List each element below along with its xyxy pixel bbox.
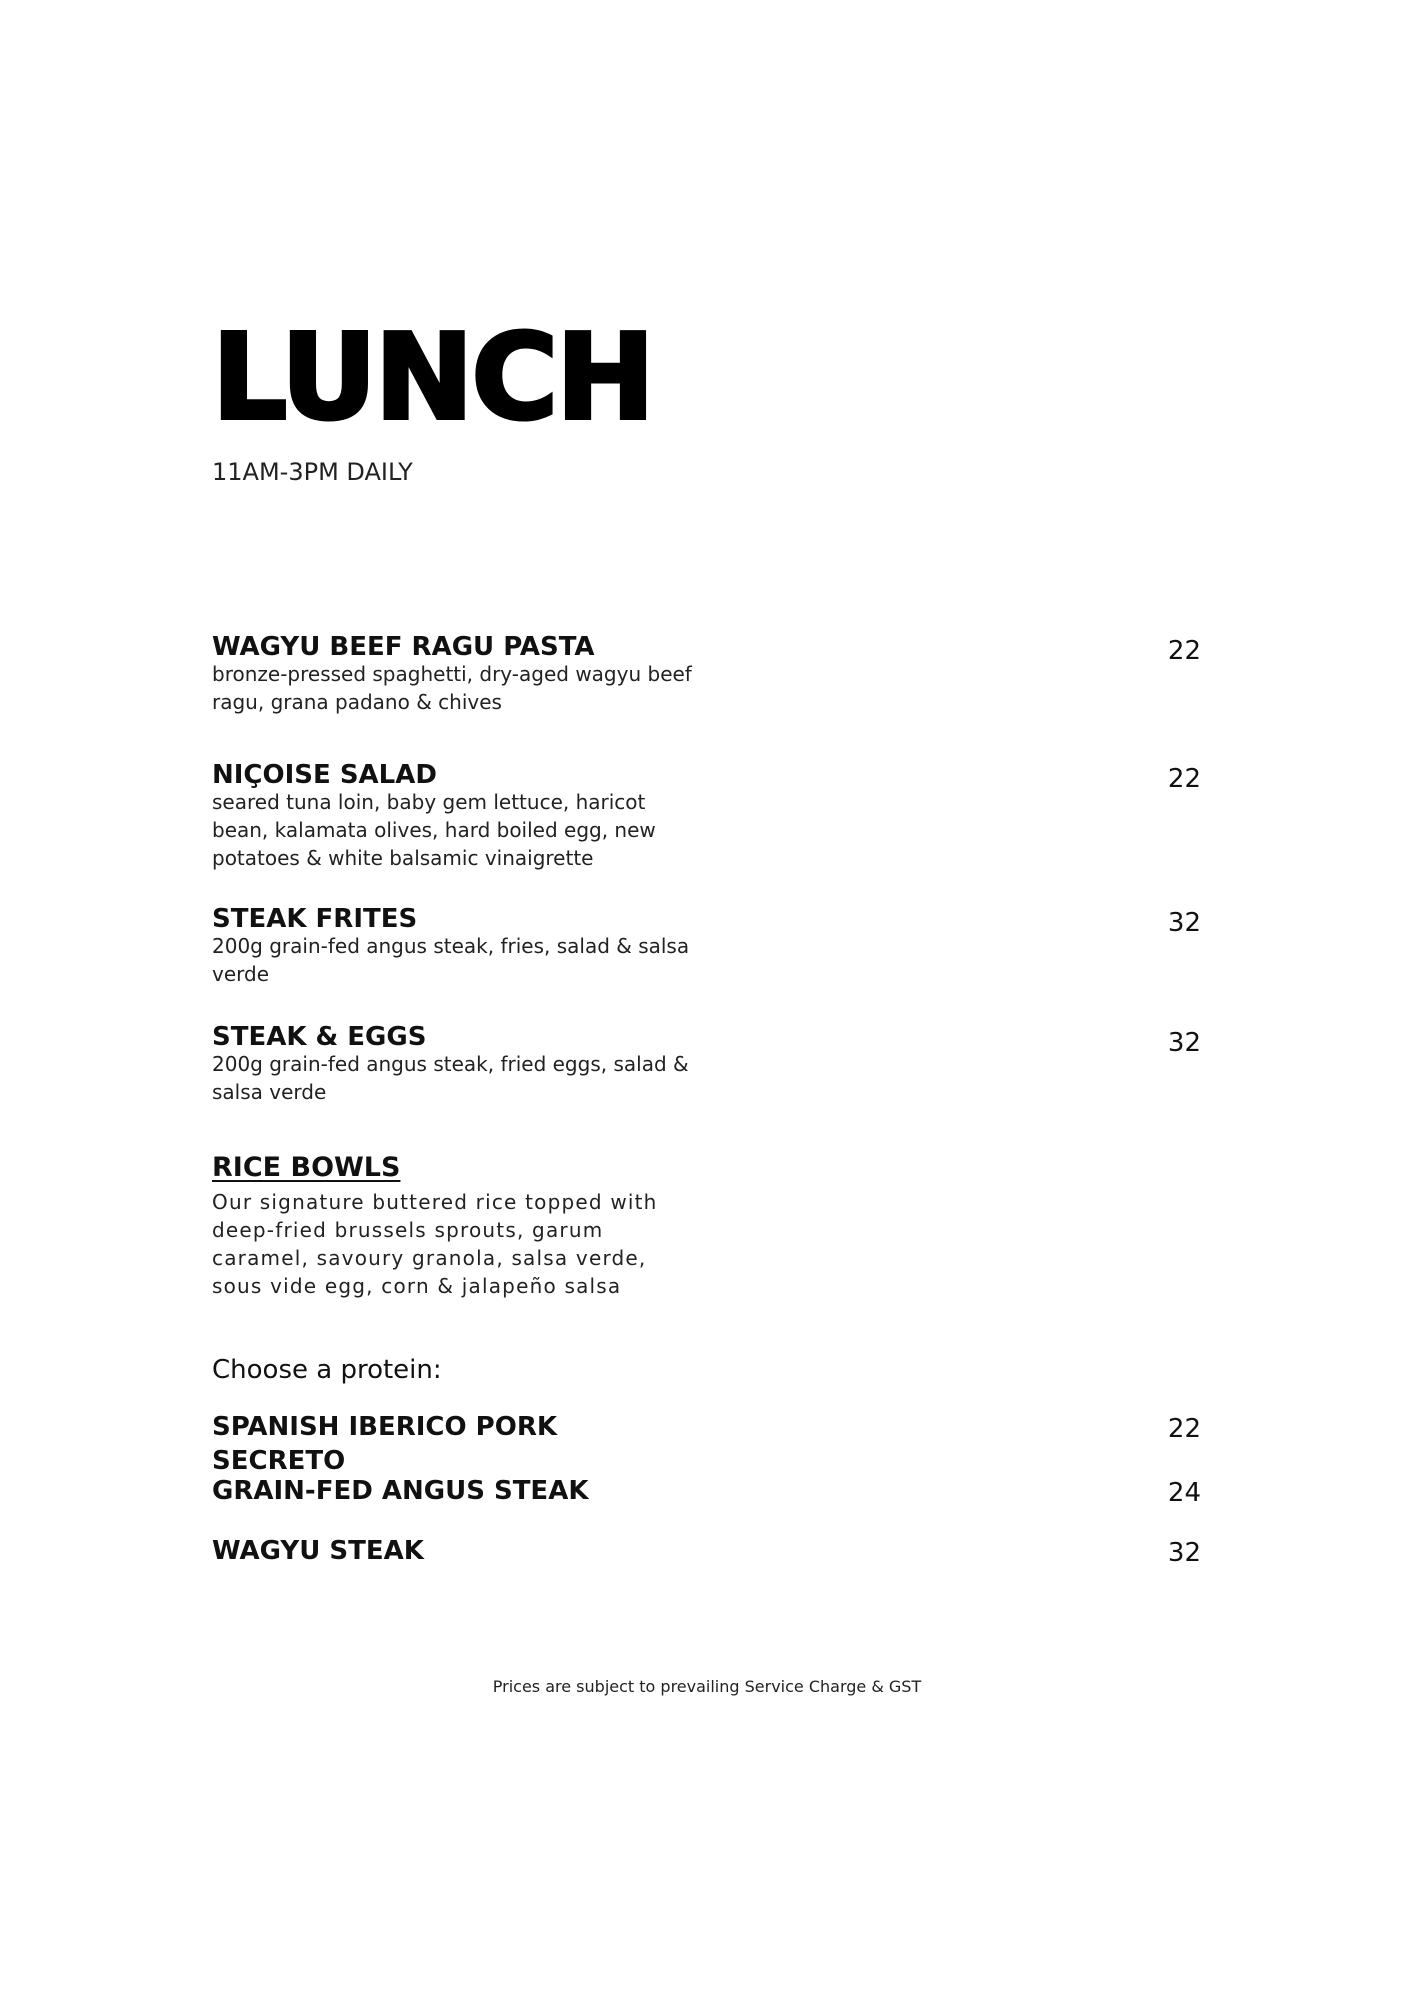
rice-bowls-heading: RICE BOWLS [212, 1152, 401, 1183]
menu-item-description: 200g grain-fed angus steak, fries, salad & salsa verde [212, 934, 690, 986]
protein-option-price: 22 [1167, 1414, 1201, 1444]
menu-item-price: 32 [1167, 908, 1201, 938]
page-title: LUNCH [212, 308, 653, 446]
protein-option-name: WAGYU STEAK [212, 1536, 424, 1566]
menu-item [212, 634, 1212, 716]
menu-item-name: NIÇOISE SALAD [212, 760, 437, 790]
menu-item-name: STEAK & EGGS [212, 1022, 427, 1052]
menu-item-price: 22 [1167, 636, 1201, 666]
menu-item [212, 1024, 1212, 1106]
protein-option-name: GRAIN-FED ANGUS STEAK [212, 1476, 589, 1506]
menu-item-name: STEAK FRITES [212, 904, 418, 934]
menu-item-description: seared tuna loin, baby gem lettuce, haricot bean, kalamata olives, hard boiled egg, new potatoes & white balsamic vinaigrette [212, 790, 656, 870]
protein-option-name: SPANISH IBERICO PORK SECRETO [212, 1412, 557, 1476]
menu-item-description: bronze-pressed spaghetti, dry-aged wagyu beef ragu, grana padano & chives [212, 662, 692, 714]
menu-item-name: WAGYU BEEF RAGU PASTA [212, 632, 595, 662]
menu-item [212, 762, 1212, 872]
opening-hours: 11AM-3PM DAILY [212, 458, 413, 486]
rice-bowls-description: Our signature buttered rice topped with deep-fried brussels sprouts, garum caramel, savoury granola, salsa verde, sous vide egg, corn & jalapeño salsa [212, 1190, 658, 1298]
choose-protein-label: Choose a protein: [212, 1355, 442, 1385]
menu-item-description: 200g grain-fed angus steak, fried eggs, salad & salsa verde [212, 1052, 689, 1104]
menu-item-price: 32 [1167, 1028, 1201, 1058]
menu-item-price: 22 [1167, 764, 1201, 794]
menu-item [212, 906, 1212, 988]
protein-option-price: 24 [1167, 1478, 1201, 1508]
footer-note: Prices are subject to prevailing Service Charge & GST [492, 1677, 922, 1696]
protein-option-price: 32 [1167, 1538, 1201, 1568]
